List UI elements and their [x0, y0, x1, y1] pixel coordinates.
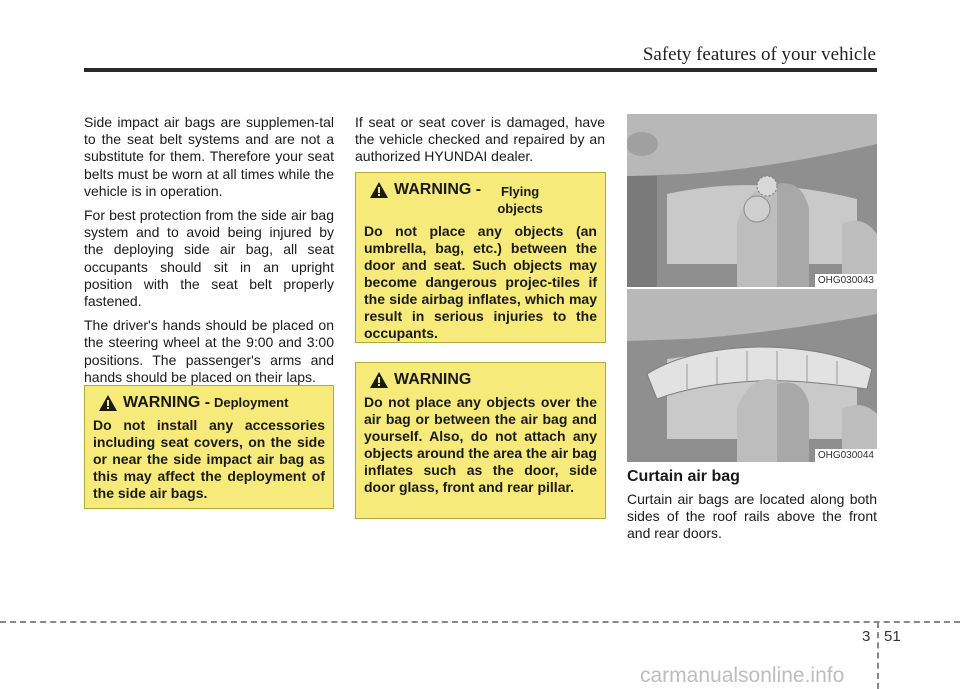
warning-subtitle: Deployment: [214, 395, 289, 410]
section-title-curtain-air-bag: Curtain air bag: [627, 468, 740, 485]
warning-box-flying-objects: [355, 172, 606, 343]
warning-triangle-icon: [99, 395, 117, 411]
column-2-text: [355, 114, 605, 173]
column-1-text: [84, 114, 334, 393]
column-3-text: [627, 491, 877, 550]
warning-box-general: [355, 362, 606, 519]
warning-label: WARNING -: [394, 181, 482, 198]
warning-body: Do not place any objects (an umbrella, bag, etc.) between the door and seat. Such objects may become dangerous projec-tiles if the side airbag inflates, which may result in serious injuries to the occupants.: [364, 223, 597, 341]
paragraph: Curtain air bags are located along both sides of the roof rails above the front and rear doors.: [627, 491, 877, 542]
page-header-title: Safety features of your vehicle: [642, 44, 876, 65]
car-interior-curtain-airbag-image: [627, 289, 877, 462]
paragraph: For best protection from the side air bag system and to avoid being injured by the deploying side air bag, all seat occupants should sit in an upright position with the seat belt properly fastened.: [84, 207, 334, 310]
warning-body: Do not install any accessories including seat covers, on the side or near the side impact air bag as this may affect the deployment of the side air bags.: [93, 417, 325, 501]
warning-label: WARNING -: [123, 394, 211, 411]
paragraph: Side impact air bags are supplemen-tal to the seat belt systems and are not a substitute for them. Therefore your seat belts must be worn at all times while the vehicle is in operation.: [84, 114, 334, 199]
header-rule: [84, 68, 877, 72]
image-code: OHG030043: [815, 274, 877, 287]
paragraph: If seat or seat cover is damaged, have the vehicle checked and repaired by an authorized HYUNDAI dealer.: [355, 114, 605, 165]
paragraph: The driver's hands should be placed on the steering wheel at the 9:00 and 3:00 positions. The passenger's arms and hands should be placed on their laps.: [84, 317, 334, 385]
warning-body: Do not place any objects over the air bag or between the air bag and yourself. Also, do not attach any objects around the area the air bag inflates such as the door, side door glass, front and rear pillar.: [364, 394, 597, 495]
warning-triangle-icon: [370, 182, 388, 198]
image-code: OHG030044: [815, 449, 877, 462]
page-number-separator: [877, 622, 880, 689]
curtain-airbag-illustration: [627, 289, 877, 462]
car-interior-side-airbag-image: [627, 114, 877, 287]
warning-header: [364, 181, 597, 217]
warning-label: WARNING: [394, 371, 472, 388]
side-airbag-illustration: [627, 114, 877, 287]
warning-box-deployment: [84, 385, 334, 509]
chapter-number: 3: [862, 628, 871, 645]
warning-subtitle: Flying objects: [497, 184, 543, 216]
footer-rule: [0, 621, 960, 623]
watermark: carmanualsonline.info: [640, 664, 845, 687]
warning-header: [93, 394, 325, 411]
warning-triangle-icon: [370, 372, 388, 388]
page-number: 51: [884, 628, 901, 645]
warning-header: [364, 371, 597, 388]
